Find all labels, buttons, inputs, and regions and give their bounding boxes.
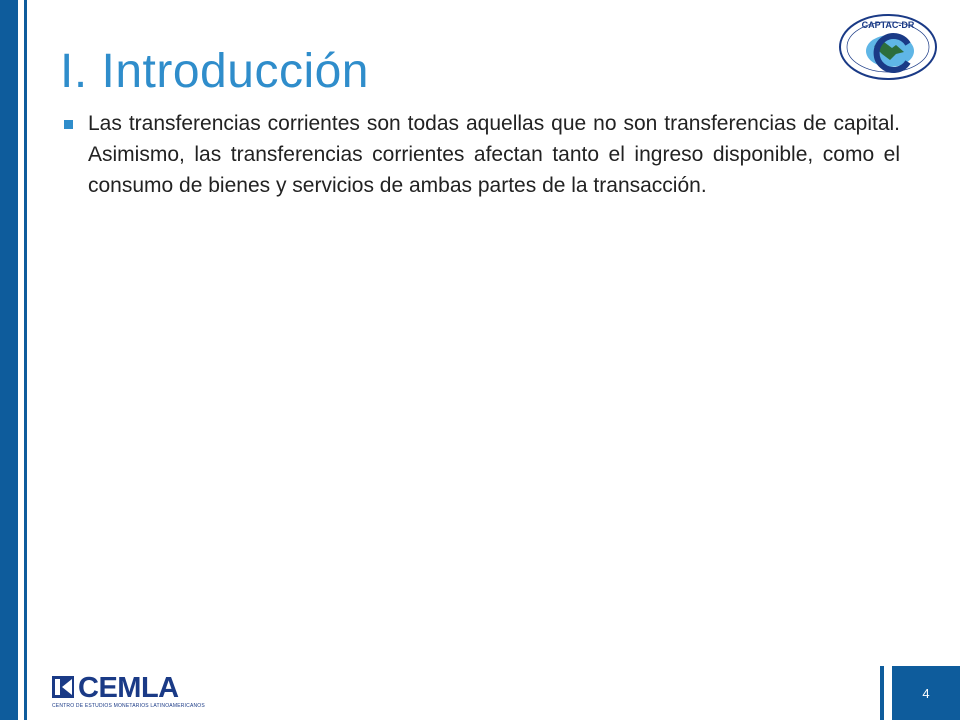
slide-body bbox=[62, 108, 900, 201]
cemla-wordmark: CEMLA bbox=[78, 672, 179, 704]
cemla-logo-icon bbox=[52, 676, 74, 698]
bullet-item bbox=[62, 108, 900, 201]
page-number: 4 bbox=[922, 685, 930, 701]
captac-logo-icon bbox=[838, 12, 938, 82]
page-number-box bbox=[892, 666, 960, 720]
svg-text:CAPTAC-DR: CAPTAC-DR bbox=[861, 20, 915, 30]
left-accent-line bbox=[24, 0, 27, 720]
cemla-tagline: CENTRO DE ESTUDIOS MONETARIOS LATINOAMERICANOS bbox=[52, 703, 205, 709]
footer-accent-line bbox=[880, 666, 884, 720]
cemla-logo bbox=[52, 672, 212, 712]
bullet-square-icon bbox=[64, 120, 73, 129]
left-accent-bar bbox=[0, 0, 18, 720]
bullet-text: Las transferencias corrientes son todas aquellas que no son transferencias de capital. Asimismo, las transferencias corrientes afectan tanto el ingreso disponible, como el consumo de bienes y servicios de ambas partes de la transacción. bbox=[88, 112, 900, 197]
slide-title: I. Introducción bbox=[60, 45, 369, 98]
